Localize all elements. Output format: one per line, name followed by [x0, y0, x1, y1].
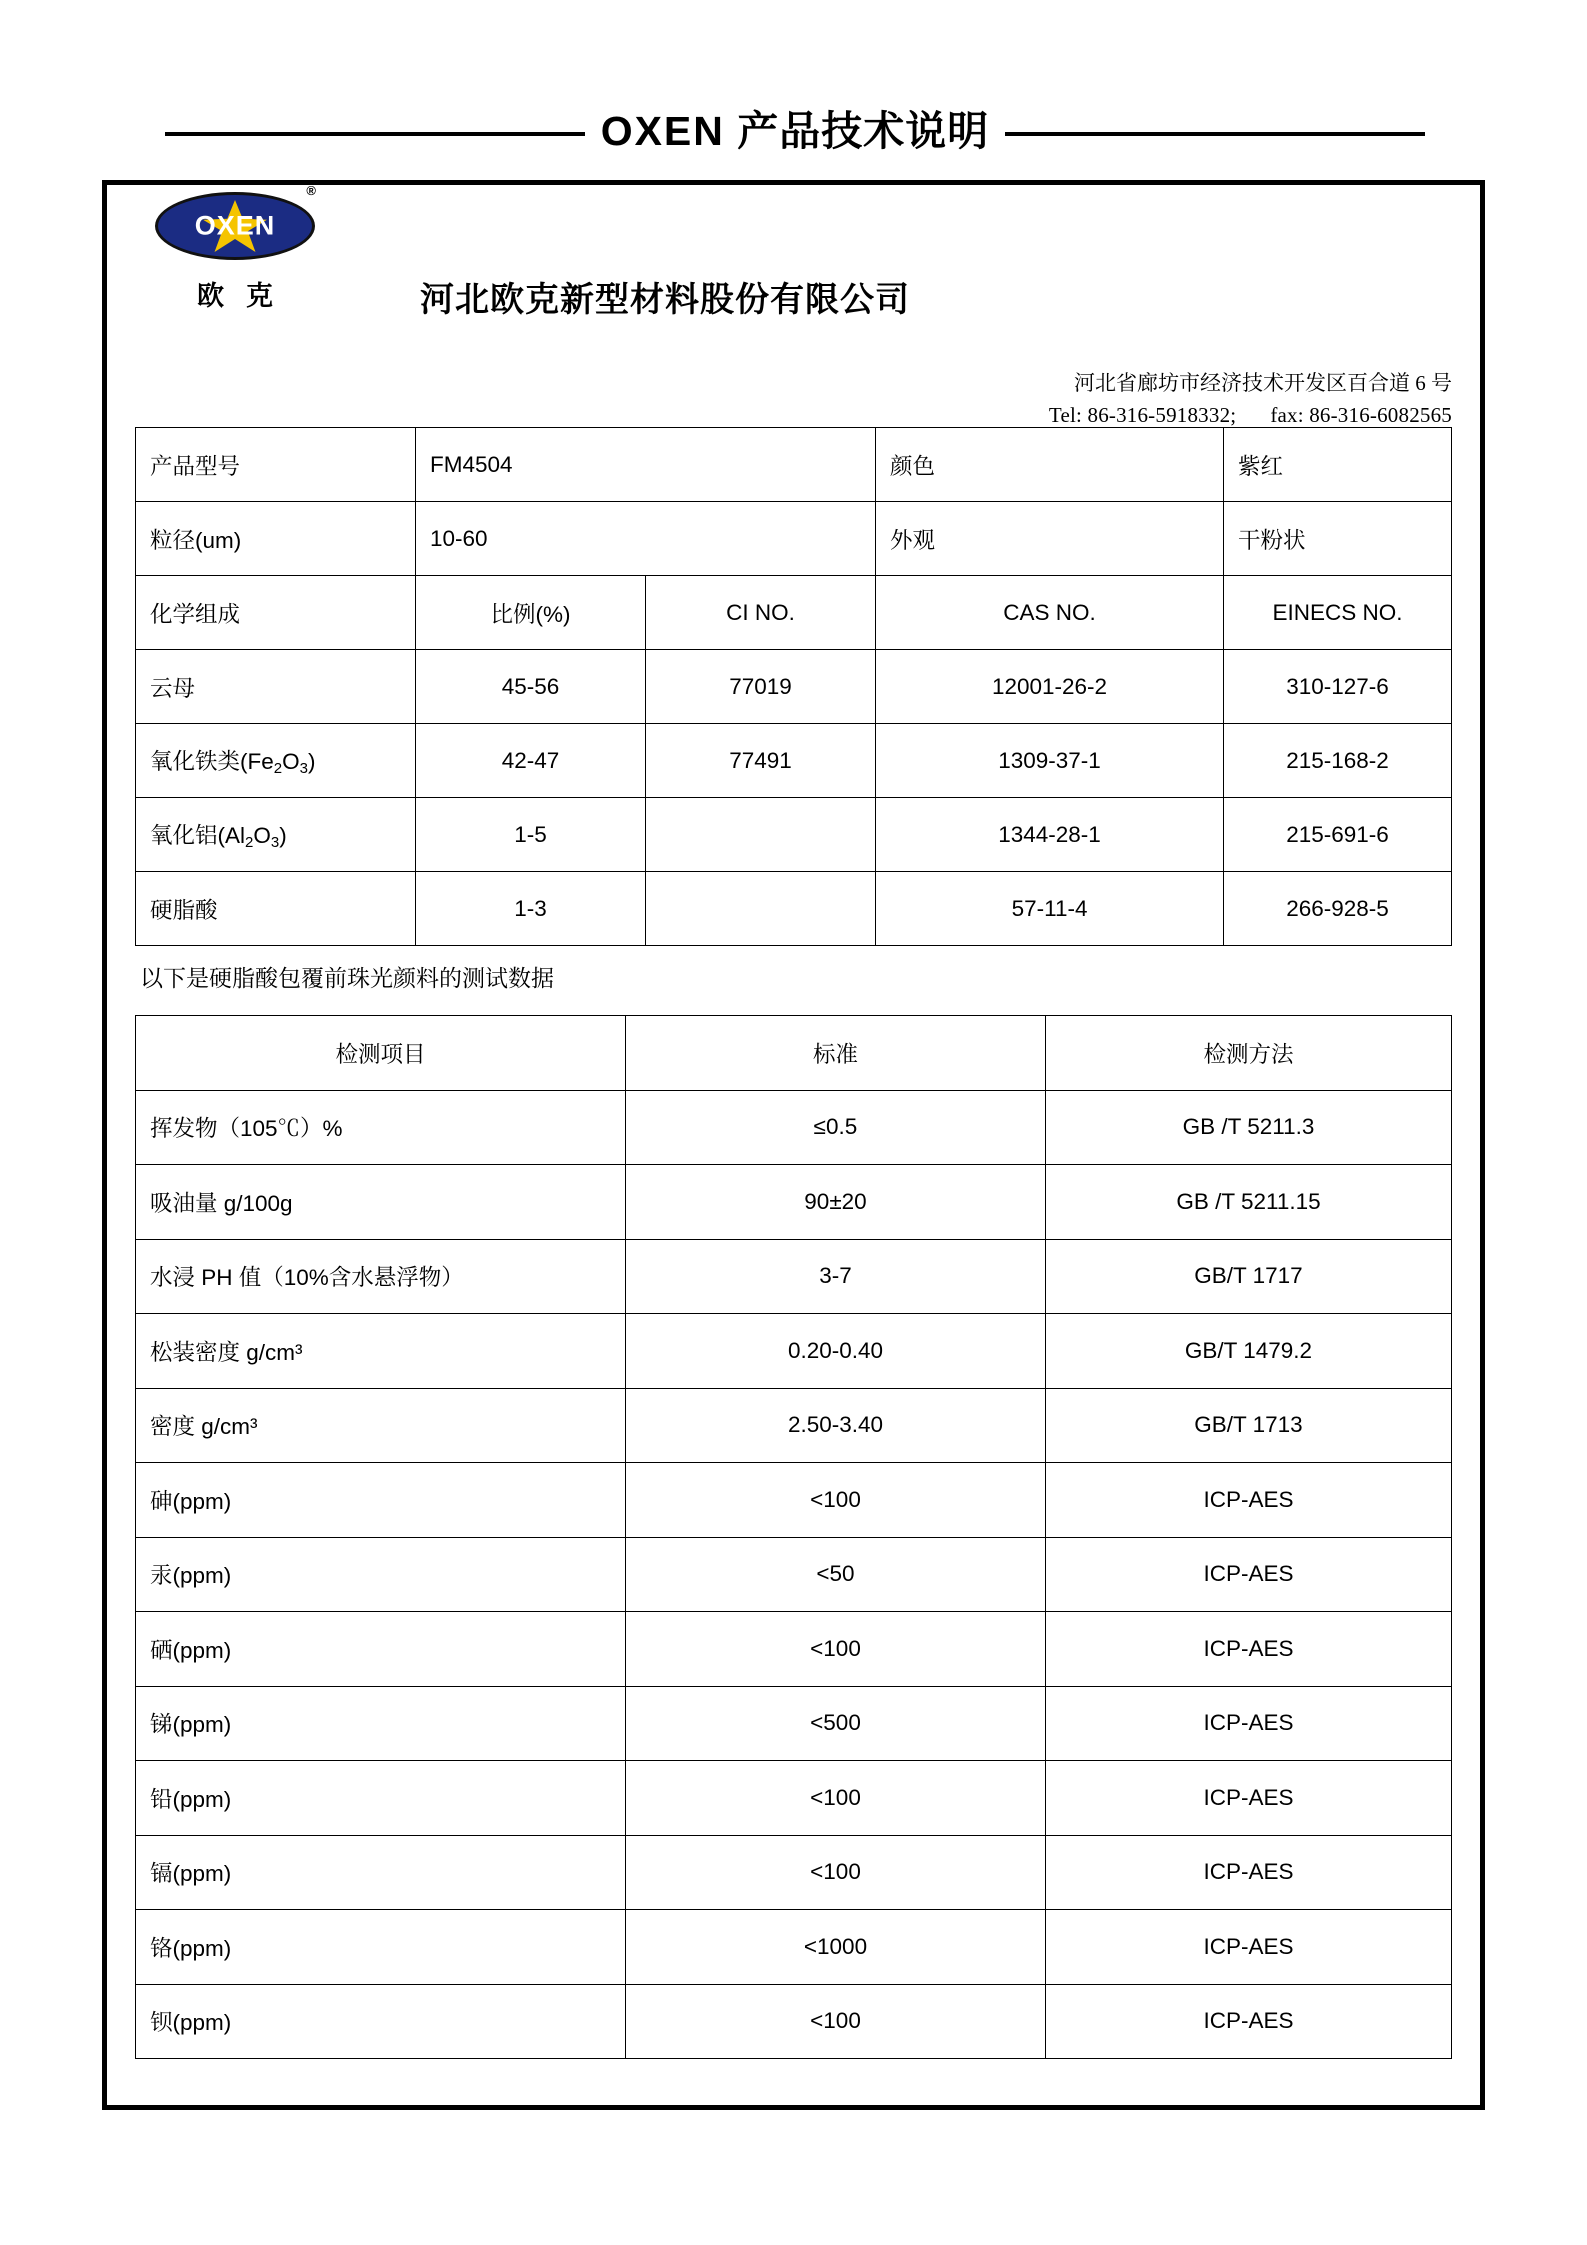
test-standard: <500 — [626, 1686, 1046, 1761]
column-header-einecs: EINECS NO. — [1224, 576, 1452, 650]
table-row — [136, 1537, 1452, 1612]
composition-name-post: O — [253, 823, 271, 849]
composition-cas: 1309-37-1 — [876, 724, 1224, 798]
product-color-label: 颜色 — [876, 428, 1224, 502]
test-data-note: 以下是硬脂酸包覆前珠光颜料的测试数据 — [140, 965, 554, 991]
company-fax: fax: 86-316-6082565 — [1270, 402, 1452, 427]
composition-cas: 12001-26-2 — [876, 650, 1224, 724]
composition-name-sub2: 3 — [270, 833, 280, 851]
table-row — [136, 1984, 1452, 2059]
composition-name-end: ) — [307, 749, 316, 775]
composition-einecs: 215-691-6 — [1224, 798, 1452, 872]
test-method: ICP-AES — [1046, 1761, 1452, 1836]
test-method: ICP-AES — [1046, 1910, 1452, 1985]
table-header-row — [136, 576, 1452, 650]
column-header-test-item: 检测项目 — [136, 1016, 626, 1091]
composition-name — [136, 798, 416, 872]
table-row — [136, 1463, 1452, 1538]
test-method: GB /T 5211.15 — [1046, 1165, 1452, 1240]
composition-einecs: 215-168-2 — [1224, 724, 1452, 798]
test-item: 松装密度 g/cm³ — [136, 1314, 626, 1389]
test-standard: <100 — [626, 1612, 1046, 1687]
page-title — [601, 98, 990, 157]
test-item: 砷(ppm) — [136, 1463, 626, 1538]
column-header-ratio: 比例(%) — [416, 576, 646, 650]
appearance-label: 外观 — [876, 502, 1224, 576]
product-color-value: 紫红 — [1224, 428, 1452, 502]
test-method: ICP-AES — [1046, 1984, 1452, 2059]
table-row — [136, 428, 1452, 502]
test-method: GB/T 1479.2 — [1046, 1314, 1452, 1389]
composition-ratio: 1-5 — [416, 798, 646, 872]
table-header-row — [136, 1016, 1452, 1091]
column-header-ci: CI NO. — [646, 576, 876, 650]
composition-name-sub: 2 — [273, 759, 283, 777]
composition-name-sub: 2 — [245, 833, 254, 851]
logo-brand-text: OXEN — [194, 210, 276, 241]
composition-ci: 77491 — [646, 724, 876, 798]
logo-chinese-text: 欧克 — [197, 281, 295, 311]
test-item: 钡(ppm) — [136, 1984, 626, 2059]
product-model-label: 产品型号 — [136, 428, 416, 502]
appearance-value: 干粉状 — [1224, 502, 1452, 576]
test-item: 水浸 PH 值（10%含水悬浮物） — [136, 1239, 626, 1314]
composition-name-post: O — [282, 749, 300, 775]
composition-cas: 1344-28-1 — [876, 798, 1224, 872]
test-item: 镉(ppm) — [136, 1835, 626, 1910]
composition-name-pre: 氧化铝(Al — [150, 823, 245, 849]
table-row — [136, 1314, 1452, 1389]
composition-name-sub2: 3 — [299, 759, 308, 777]
composition-ratio: 1-3 — [416, 872, 646, 946]
composition-name-pre: 氧化铁类(Fe — [150, 749, 274, 775]
test-item: 铬(ppm) — [136, 1910, 626, 1985]
composition-ci: 77019 — [646, 650, 876, 724]
table-row — [136, 1910, 1452, 1985]
test-item: 锑(ppm) — [136, 1686, 626, 1761]
test-method: GB/T 1717 — [1046, 1239, 1452, 1314]
company-logo — [140, 183, 330, 327]
test-standard: <50 — [626, 1537, 1046, 1612]
test-method: ICP-AES — [1046, 1537, 1452, 1612]
title-rule-left — [165, 132, 585, 136]
table-row — [136, 1835, 1452, 1910]
particle-size-label: 粒径(um) — [136, 502, 416, 576]
title-rule-right — [1005, 132, 1425, 136]
company-name: 河北欧克新型材料股份有限公司 — [420, 281, 910, 319]
table-row — [136, 650, 1452, 724]
test-method: ICP-AES — [1046, 1463, 1452, 1538]
test-item: 密度 g/cm³ — [136, 1388, 626, 1463]
composition-cas: 57-11-4 — [876, 872, 1224, 946]
test-standard: <100 — [626, 1761, 1046, 1836]
test-item: 铅(ppm) — [136, 1761, 626, 1836]
table-row — [136, 1165, 1452, 1240]
test-standard: 2.50-3.40 — [626, 1388, 1046, 1463]
table-row — [136, 1612, 1452, 1687]
column-header-standard: 标准 — [626, 1016, 1046, 1091]
test-standard: <100 — [626, 1835, 1046, 1910]
table-row — [136, 798, 1452, 872]
test-item: 吸油量 g/100g — [136, 1165, 626, 1240]
document-title-row — [100, 95, 1490, 159]
page-title-en: OXEN — [600, 107, 725, 154]
company-tel: Tel: 86-316-5918332; — [1048, 402, 1237, 427]
page-title-cn: 产品技术说明 — [737, 107, 990, 154]
table-row — [136, 502, 1452, 576]
table-row — [136, 1761, 1452, 1836]
table-row — [136, 1686, 1452, 1761]
composition-einecs: 266-928-5 — [1224, 872, 1452, 946]
table-row — [136, 724, 1452, 798]
company-contact-block — [1049, 368, 1452, 431]
column-header-cas: CAS NO. — [876, 576, 1224, 650]
composition-ratio: 42-47 — [416, 724, 646, 798]
test-standard: 0.20-0.40 — [626, 1314, 1046, 1389]
test-standard: <100 — [626, 1984, 1046, 2059]
composition-name: 硬脂酸 — [136, 872, 416, 946]
test-standard: <1000 — [626, 1910, 1046, 1985]
table-row — [136, 1090, 1452, 1165]
composition-einecs: 310-127-6 — [1224, 650, 1452, 724]
logo-oval-icon — [155, 183, 316, 260]
test-item: 挥发物（105℃）% — [136, 1090, 626, 1165]
composition-name-end: ) — [279, 823, 287, 849]
test-item: 汞(ppm) — [136, 1537, 626, 1612]
test-standard: 3-7 — [626, 1239, 1046, 1314]
composition-name — [136, 724, 416, 798]
test-data-table — [135, 1015, 1452, 2059]
product-model-value: FM4504 — [416, 428, 876, 502]
table-row — [136, 1239, 1452, 1314]
test-item: 硒(ppm) — [136, 1612, 626, 1687]
test-method: ICP-AES — [1046, 1835, 1452, 1910]
composition-ci — [646, 872, 876, 946]
test-method: ICP-AES — [1046, 1686, 1452, 1761]
test-standard: ≤0.5 — [626, 1090, 1046, 1165]
composition-ci — [646, 798, 876, 872]
test-method: GB /T 5211.3 — [1046, 1090, 1452, 1165]
company-address: 河北省廊坊市经济技术开发区百合道 6 号 — [1074, 371, 1452, 395]
test-standard: <100 — [626, 1463, 1046, 1538]
registered-mark-icon: ® — [306, 183, 316, 198]
test-standard: 90±20 — [626, 1165, 1046, 1240]
test-method: ICP-AES — [1046, 1612, 1452, 1687]
product-spec-table — [135, 427, 1452, 946]
composition-ratio: 45-56 — [416, 650, 646, 724]
table-row — [136, 1388, 1452, 1463]
column-header-method: 检测方法 — [1046, 1016, 1452, 1091]
table-row — [136, 872, 1452, 946]
particle-size-value: 10-60 — [416, 502, 876, 576]
composition-name: 云母 — [136, 650, 416, 724]
test-method: GB/T 1713 — [1046, 1388, 1452, 1463]
column-header-composition: 化学组成 — [136, 576, 416, 650]
